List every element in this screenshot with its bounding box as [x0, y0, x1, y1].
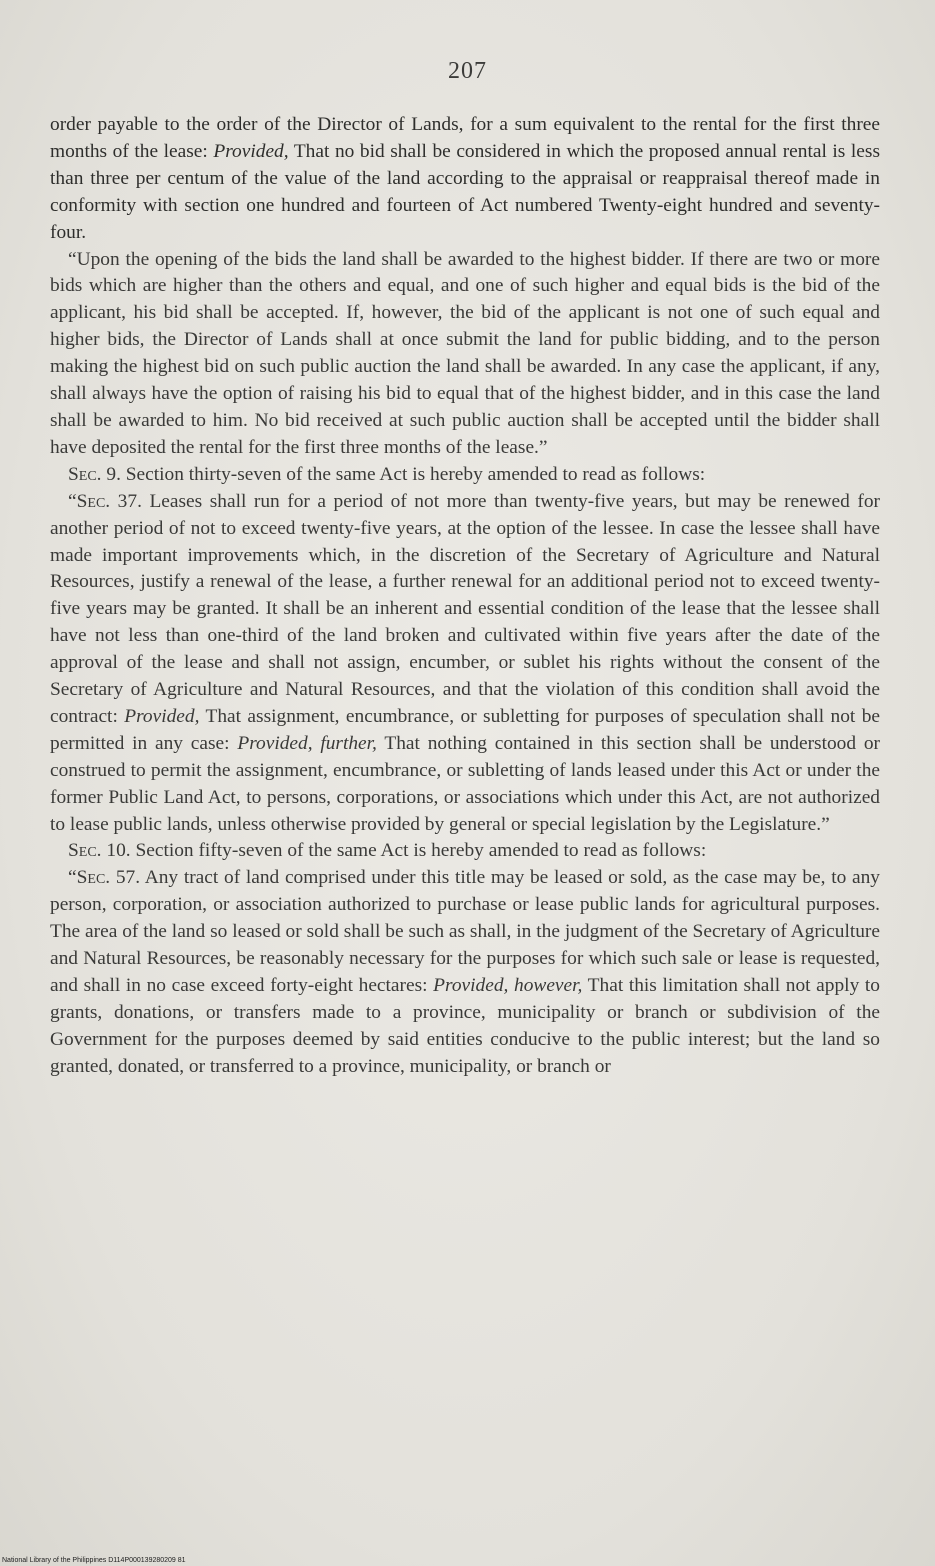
paragraph-text: 9. Section thirty-seven of the same Act is hereby amended to read as follows:	[101, 463, 706, 485]
paragraph-text: That no bid shall be considered in which the proposed annual rental is less than three per centum of the value of the land according to the appraisal or reappraisal thereof made in conformity with section one hundred and fourteen of Act numbered Twenty-eight hundred and seventy-four.	[50, 140, 880, 243]
italic-text: Provided, further,	[237, 732, 377, 754]
paragraph-text: That assignment, encumbrance, or subletting for purposes of speculation shall not be permitted in any case:	[50, 705, 880, 754]
paragraph-p1	[50, 112, 880, 247]
italic-text: Provided,	[213, 140, 289, 162]
paragraph-text: That this limitation shall not apply to grants, donations, or transfers made to a province, municipality or branch or subdivision of the Government for the purposes deemed by said entities conducive to the public interest; but the land so granted, donated, or transferred to a province, municipality, or branch or	[50, 975, 880, 1077]
paragraph-p6	[50, 865, 880, 1080]
paragraph-text: “	[68, 867, 77, 889]
body-text	[50, 112, 880, 1081]
italic-text: Provided,	[124, 705, 200, 727]
paragraph-p3	[50, 462, 880, 489]
page-number: 207	[448, 58, 487, 84]
scan-footer: National Library of the Philippines D114P000139280209 81	[2, 1557, 186, 1564]
paragraph-p4	[50, 489, 880, 839]
italic-text: Provided, however,	[433, 975, 583, 996]
section-label: Sec.	[68, 463, 102, 485]
paragraph-text: “	[68, 490, 77, 512]
paragraph-p2	[50, 247, 880, 462]
section-label: Sec.	[76, 867, 111, 889]
paragraph-text: That nothing contained in this section shall be understood or construed to permit the assignment, encumbrance, or subletting of lands leased under this Act or under the former Public Land Act, to persons, corporations, or associations which under this Act, are not authorized to lease public lands, unless otherwise provided by general or special legislation by the Legislature.”	[50, 732, 880, 835]
paragraph-text: “Upon the opening of the bids the land shall be awarded to the highest bidder. If there are two or more bids which are higher than the others and equal, and one of such higher and equal bids is the bid of the applicant, his bid shall be accepted. If, however, the bid of the applicant is not one of such equal and higher bids, the Director of Lands shall at once submit the land for public bidding, and to the person making the highest bid on such public auction the land shall be awarded. In any case the applicant, if any, shall always have the option of raising his bid to equal that of the highest bidder, and in this case the land shall be awarded to him. No bid received at such public auction shall be accepted until the bidder shall have deposited the rental for the first three months of the lease.”	[50, 248, 880, 458]
paragraph-text: 10. Section fifty-seven of the same Act is hereby amended to read as follows:	[101, 840, 707, 862]
paragraph-text: order payable to the order of the Director of Lands, for a sum equivalent to the rental for the first three months of the lease:	[50, 114, 880, 162]
paragraph-p5	[50, 838, 880, 865]
paragraph-text: 37. Leases shall run for a period of not more than twenty-five years, but may be renewed for another period of not to exceed twenty-five years, at the option of the lessee. In case the lessee shall have made important improvements which, in the discretion of the Secretary of Agriculture and Natural Resources, justify a renewal of the lease, a further renewal for an additional period not to exceed twenty-five years may be granted. It shall be an inherent and essential condition of the lease that the lessee shall have not less than one-third of the land broken and cultivated within five years after the date of the approval of the lease and shall not assign, encumber, or sublet his rights without the consent of the Secretary of Agriculture and Natural Resources, and that the violation of this condition shall avoid the contract:	[50, 490, 880, 727]
section-label: Sec.	[68, 840, 102, 862]
paragraph-text: 57. Any tract of land comprised under this title may be leased or sold, as the case may be, to any person, corporation, or association authorized to purchase or lease public lands for agricultural purposes. The area of the land so leased or sold shall be such as shall, in the judgment of the Secretary of Agriculture and Natural Resources, be reasonably necessary for the purposes for which such sale or lease is requested, and shall in no case exceed forty-eight hectares:	[50, 867, 880, 996]
section-label: Sec.	[76, 490, 111, 512]
